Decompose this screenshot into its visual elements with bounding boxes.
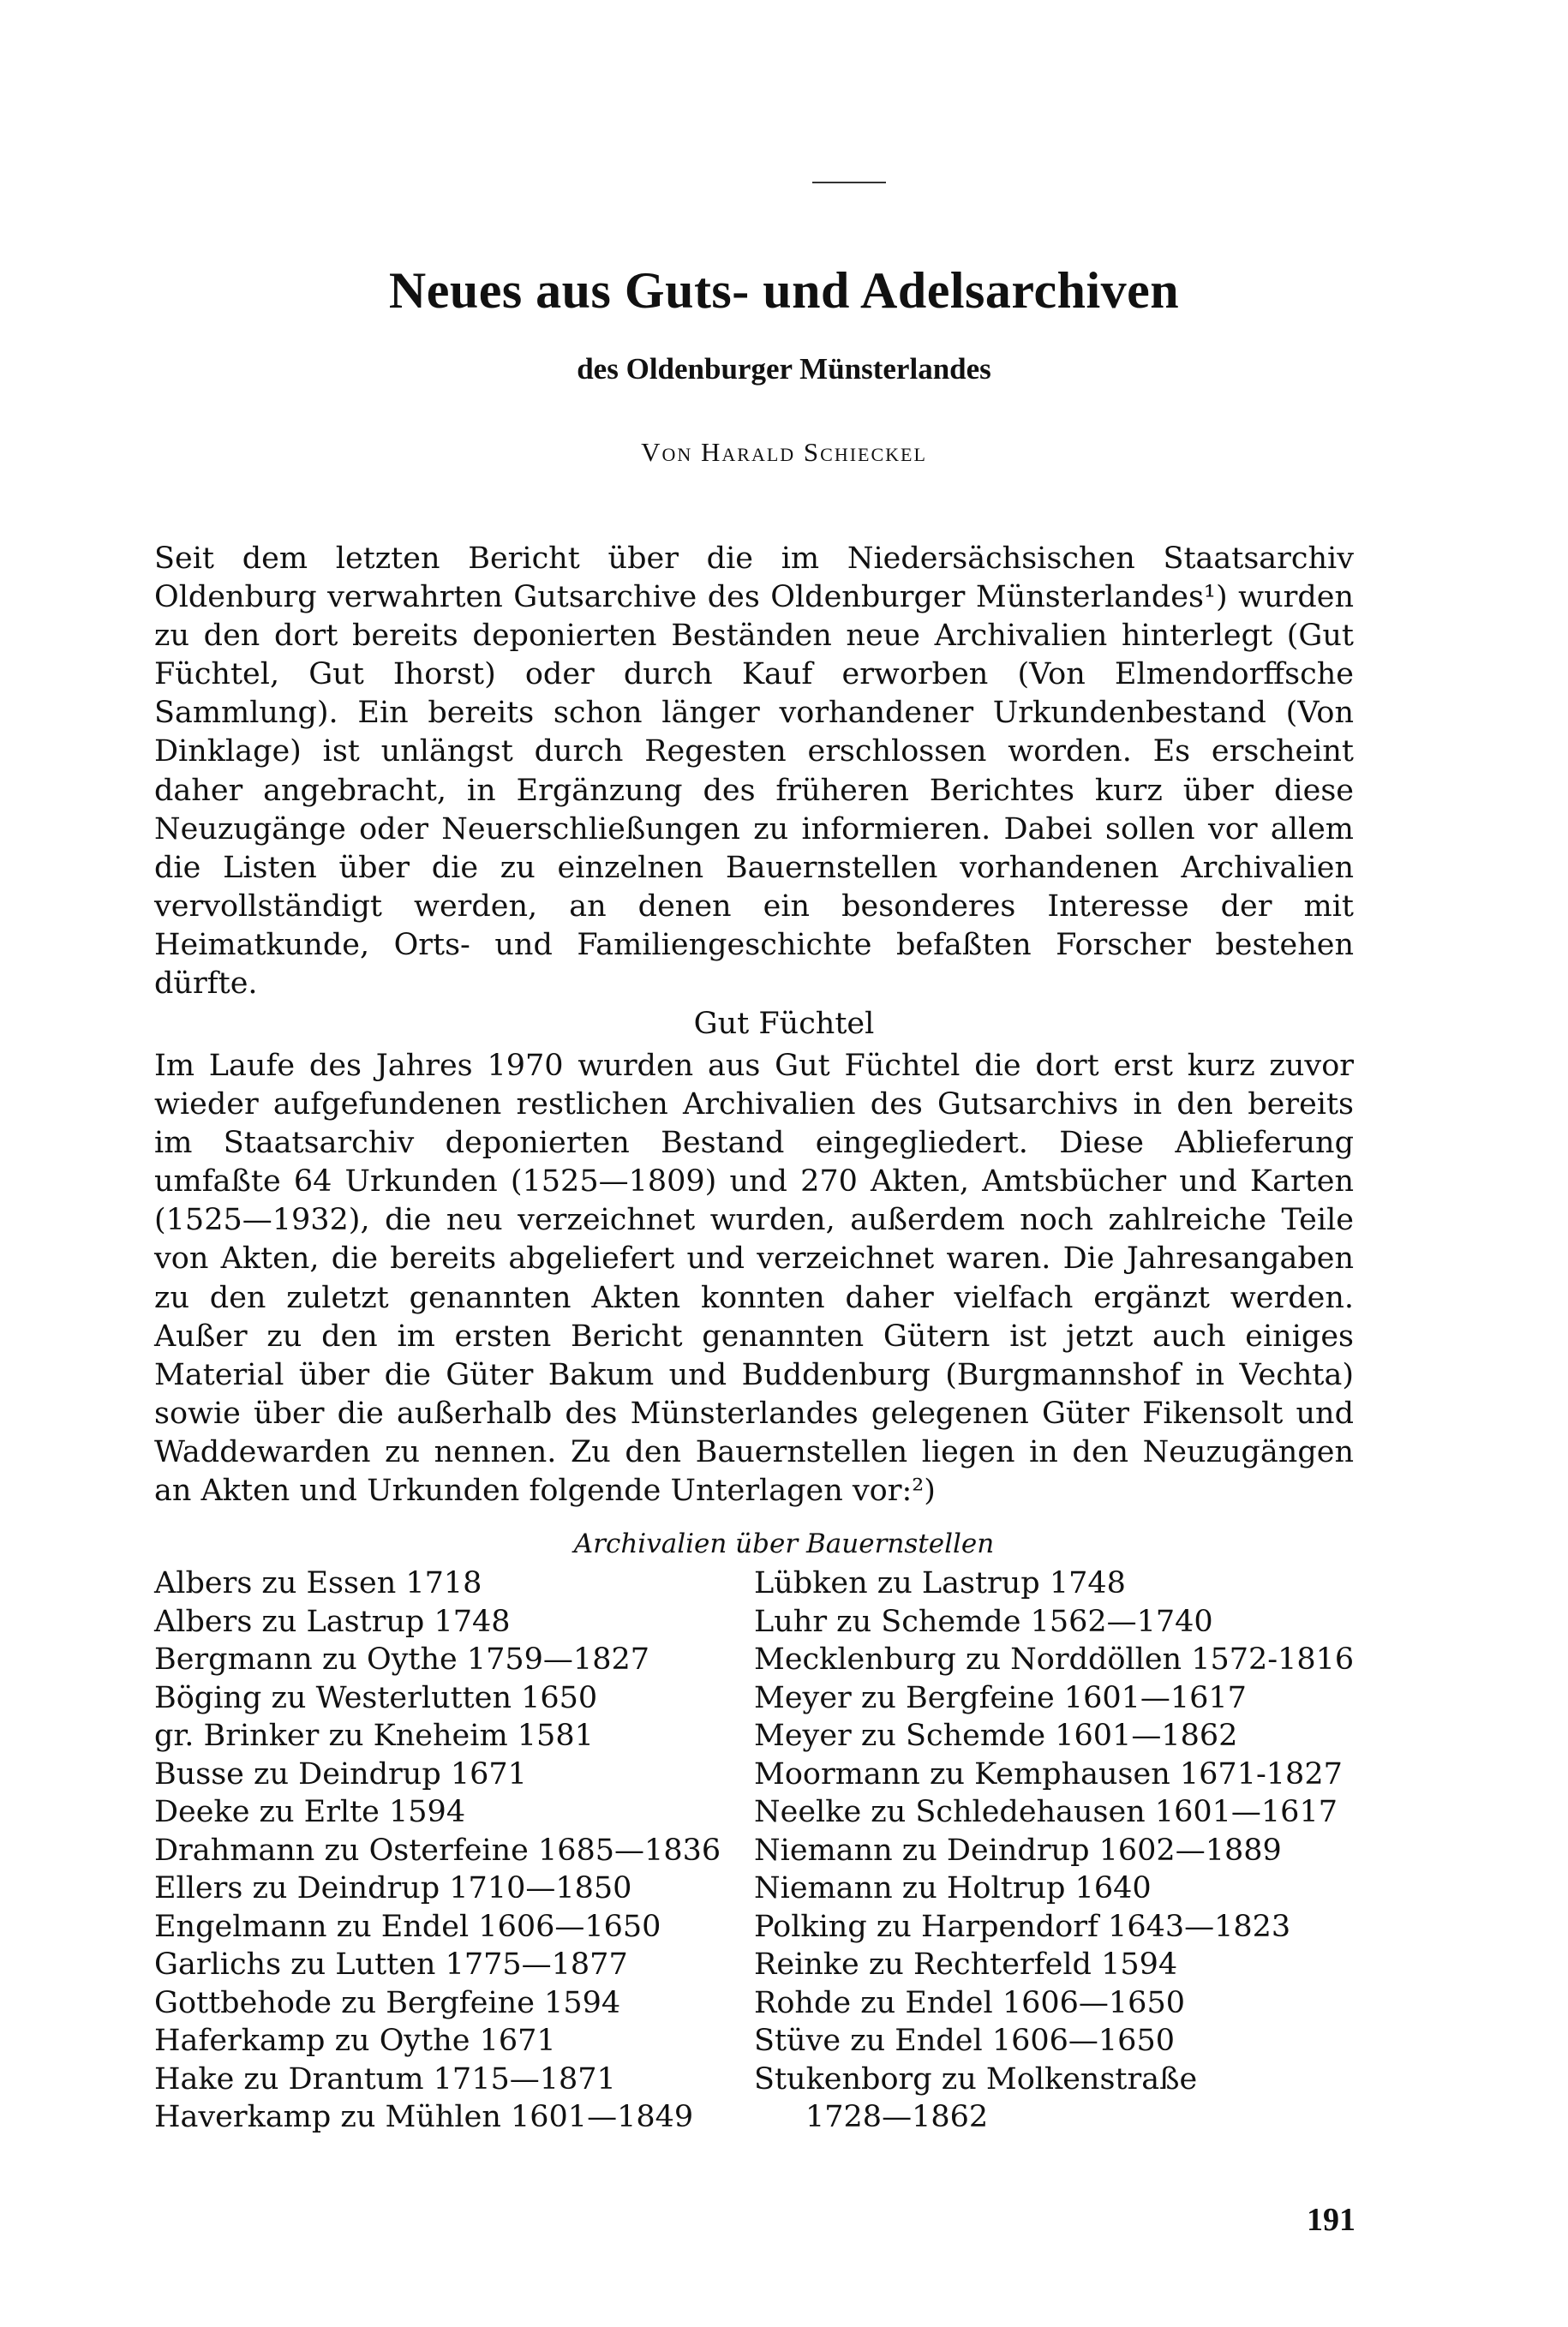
gut-fuechtel-paragraph: Im Laufe des Jahres 1970 wurden aus Gut Füchtel die dort erst kurz zuvor wieder aufgefundenen restlichen Archivalien des Gutsarchivs in den bereits im Staatsarchiv deponierten Bestand eingegliedert. Diese Ablieferung umfaßte 64 Urkunden (1525—1809) und 270 Akten, Amtsbücher und Karten (1525—1932), die neu verzeichnet wurden, außerdem noch zahlreiche Teile von Akten, die bereits abgeliefert und verzeichnet waren. Die Jahresangaben zu den zuletzt genannten Akten konnten daher vielfach ergänzt werden. Außer zu den im ersten Bericht genannten Gütern ist jetzt auch einiges Material über die Güter Bakum und Buddenburg (Burgmannshof in Vechta) sowie über die außerhalb des Münsterlandes gelegenen Güter Fikensolt und Waddewarden zu nennen. Zu den Bauernstellen liegen in den Neuzugängen an Akten und Urkunden folgende Unterlagen vor:²) [154,1049,1354,1509]
list-item: Moormann zu Kemphausen 1671-1827 [754,1756,1343,1792]
farm-list-left [154,1564,745,2137]
article-title: Neues aus Guts- und Adelsarchiven [388,262,1180,319]
list-item: Reinke zu Rechterfeld 1594 [754,1947,1178,1982]
list-item: Engelmann zu Endel 1606—1650 [154,1909,661,1944]
list-item: Niemann zu Holtrup 1640 [754,1871,1152,1905]
list-item: Böging zu Westerlutten 1650 [154,1680,598,1715]
list-item: Haferkamp zu Oythe 1671 [154,2024,556,2058]
section-heading-gut-fuechtel: Gut Füchtel [693,1007,875,1041]
article-author: Von Harald Schieckel [641,437,927,467]
list-item: Hake zu Drantum 1715—1871 [154,2061,616,2097]
article-subtitle: des Oldenburger Münsterlandes [577,352,991,386]
list-item: Rohde zu Endel 1606—1650 [754,1985,1185,2020]
list-item: Gottbehode zu Bergfeine 1594 [154,1985,621,2020]
list-item: Drahmann zu Osterfeine 1685—1836 [154,1833,721,1868]
list-item-continuation: 1728—1862 [805,2100,989,2134]
intro-paragraph: Seit dem letzten Bericht über die im Niedersächsischen Staatsarchiv Oldenburg verwahrten Gutsarchive des Oldenburger Münsterlandes¹) wurden zu den dort bereits deponierten Beständen neue Archivalien hinterlegt (Gut Füchtel, Gut Ihorst) oder durch Kauf erworben (Von Elmendorffsche Sammlung). Ein bereits schon länger vorhandener Urkundenbestand (Von Dinklage) ist unlängst durch Regesten erschlossen worden. Es erscheint daher angebracht, in Ergänzung des früheren Berichtes kurz über diese Neuzugänge oder Neuerschließungen zu informieren. Dabei sollen vor allem die Listen über die zu einzelnen Bauernstellen vorhandenen Archivalien vervollständigt werden, an denen ein besonderes Interesse der mit Heimatkunde, Orts- und Familiengeschichte befaßten Forscher bestehen dürfte. [154,541,1354,1002]
list-item: Albers zu Essen 1718 [154,1566,482,1600]
list-item: Bergmann zu Oythe 1759—1827 [154,1642,649,1677]
list-item: Garlichs zu Lutten 1775—1877 [154,1947,628,1982]
list-item: Meyer zu Schemde 1601—1862 [754,1719,1238,1753]
list-item: Stukenborg zu Molkenstraße [754,2061,1198,2097]
list-item: Niemann zu Deindrup 1602—1889 [754,1833,1282,1868]
list-item: Mecklenburg zu Norddöllen 1572-1816 [754,1642,1355,1677]
farm-list-right [754,1564,1354,2137]
list-item: Lübken zu Lastrup 1748 [754,1566,1126,1600]
list-item: Luhr zu Schemde 1562—1740 [754,1604,1213,1639]
gut-fuechtel-section [154,1047,1354,1510]
list-item: Neelke zu Schledehausen 1601—1617 [754,1795,1338,1829]
top-rule [812,182,886,183]
list-item: gr. Brinker zu Kneheim 1581 [154,1719,594,1753]
list-heading: Archivalien über Bauernstellen [573,1528,995,1559]
list-item: Ellers zu Deindrup 1710—1850 [154,1871,632,1905]
list-item: Stüve zu Endel 1606—1650 [754,2024,1175,2058]
list-item: Haverkamp zu Mühlen 1601—1849 [154,2100,694,2134]
list-item: Albers zu Lastrup 1748 [154,1604,511,1639]
list-item: Deeke zu Erlte 1594 [154,1795,466,1829]
list-item: Meyer zu Bergfeine 1601—1617 [754,1680,1247,1715]
intro-section [154,540,1354,1003]
list-item: Busse zu Deindrup 1671 [154,1756,527,1792]
list-item: Polking zu Harpendorf 1643—1823 [754,1909,1291,1944]
page-number: 191 [1307,2202,1356,2238]
